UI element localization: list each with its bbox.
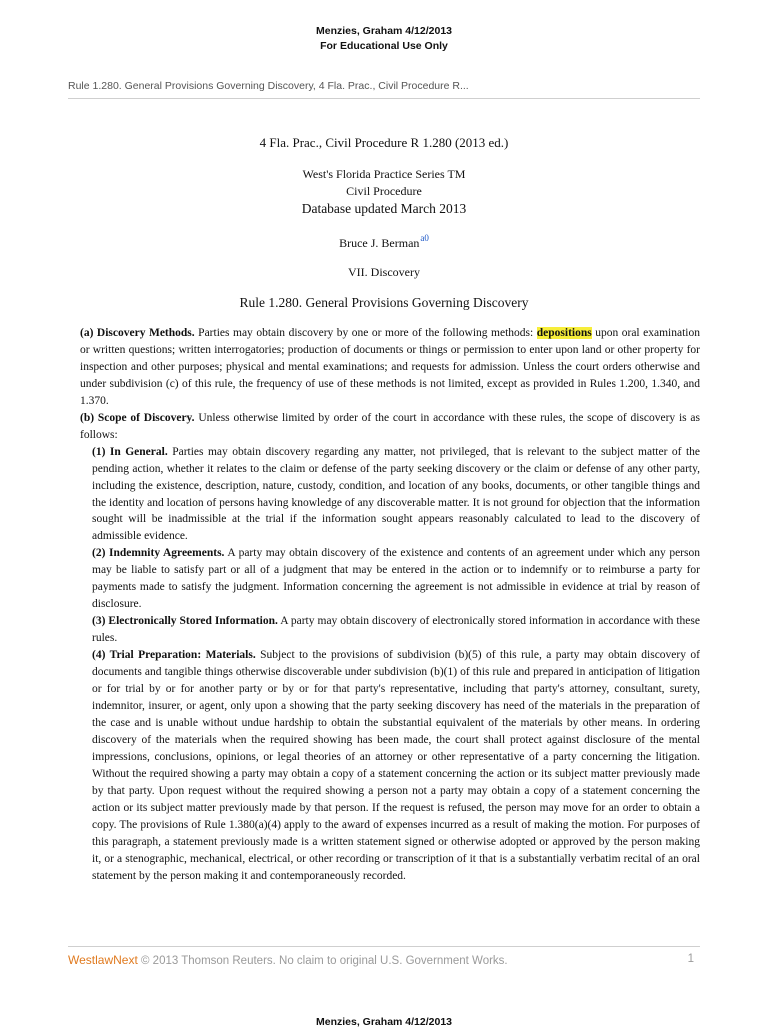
volume-name: Civil Procedure xyxy=(346,184,422,198)
copyright-notice: © 2013 Thomson Reuters. No claim to original U.S. Government Works. xyxy=(137,955,508,967)
document-header xyxy=(0,24,768,54)
section-b1 xyxy=(80,444,700,546)
database-updated: Database updated March 2013 xyxy=(301,201,467,216)
section-b xyxy=(80,410,700,444)
author-line xyxy=(0,233,768,251)
section-b3 xyxy=(80,613,700,647)
section-a-text: Parties may obtain discovery by one or more of the following methods: xyxy=(194,327,537,339)
rule-title: Rule 1.280. General Provisions Governing Discovery xyxy=(239,295,529,310)
running-head: Rule 1.280. General Provisions Governing Discovery, 4 Fla. Prac., Civil Procedure R... xyxy=(68,80,469,92)
section-b-heading: (b) Scope of Discovery. xyxy=(80,411,195,424)
section-b3-text: A party may obtain discovery of electronically stored information in accordance with these rules. xyxy=(92,615,700,645)
westlawnext-logo xyxy=(68,953,138,967)
next-page-header: Menzies, Graham 4/12/2013 xyxy=(316,1016,452,1028)
section-a-heading: (a) Discovery Methods. xyxy=(80,327,195,339)
logo-next: Next xyxy=(113,953,138,967)
footer-divider xyxy=(68,946,700,947)
page-number: 1 xyxy=(687,953,694,965)
header-user-date: Menzies, Graham 4/12/2013 xyxy=(316,25,452,37)
section-b2-heading: (2) Indemnity Agreements. xyxy=(92,547,225,560)
citation: 4 Fla. Prac., Civil Procedure R 1.280 (2013 ed.) xyxy=(259,135,509,150)
part-heading: VII. Discovery xyxy=(348,265,420,279)
header-divider xyxy=(68,98,700,99)
rule-body xyxy=(80,325,700,884)
logo-westlaw: Westlaw xyxy=(68,953,114,967)
section-b4-heading: (4) Trial Preparation: Materials. xyxy=(92,649,256,662)
search-term-highlight: depositions xyxy=(536,327,592,339)
section-a-text-cont: upon oral examination or written questions; written interrogatories; production of documents or things or permission to enter upon land or other property for inspection and other purposes; physical and mental examinations; and requests for admission. Unless the court orders otherwise and under subdivision (c) of this rule, the frequency of use of these methods is not limited, except as provided in Rules 1.200, 1.340, and 1.370. xyxy=(80,327,700,407)
section-b3-heading: (3) Electronically Stored Information. xyxy=(92,615,278,628)
series-block xyxy=(0,166,768,200)
section-b2-text: A party may obtain discovery of the existence and contents of an agreement under which any person may be liable to satisfy part or all of a judgment that may be entered in the action or to indemnify or to reimburse a party for payments made to satisfy the judgment. Information concerning the agreement is not admissible in evidence at trial by reason of disclosure. xyxy=(92,547,700,611)
header-educational-notice: For Educational Use Only xyxy=(320,40,448,52)
section-b4-text: Subject to the provisions of subdivision (b)(5) of this rule, a party may obtain discovery of documents and tangible things otherwise discoverable under subdivision (b)(1) of this rule and prepared in anticipation of litigation or for trial by or for another party or by or for that party's representative, including that party's attorney, consultant, surety, indemnitor, insurer, or agent, only upon a showing that the party seeking discovery has need of the materials in the preparation of the case and is unable without undue hardship to obtain the substantial equivalent of the materials by other means. In ordering discovery of the materials when the required showing has been made, the court shall protect against disclosure of the mental impressions, conclusions, opinions, or legal theories of an attorney or other representative of a party concerning the litigation. Without the required showing a party may obtain a copy of a statement concerning the action or its subject matter previously made by that party. Upon request without the required showing a person not a party may obtain a copy of a statement concerning the action or its subject matter previously made by that person. If the request is refused, the person may move for an order to obtain a copy. The provisions of Rule 1.380(a)(4) apply to the award of expenses incurred as a result of making the motion. For purposes of this paragraph, a statement previously made is a written statement signed or otherwise adopted or approved by the person making it, or a stenographic, mechanical, electrical, or other recording or transcription of it that is a substantially verbatim recital of an oral statement by the person making it and contemporaneously recorded. xyxy=(92,649,700,882)
author-footnote-link[interactable]: a0 xyxy=(420,233,429,243)
section-b4 xyxy=(80,647,700,884)
section-b-text: Unless otherwise limited by order of the court in accordance with these rules, the scope of discovery is as follows: xyxy=(80,411,701,441)
section-b1-text: Parties may obtain discovery regarding any matter, not privileged, that is relevant to the subject matter of the pending action, whether it relates to the claim or defense of the party seeking discovery or the claim or defense of any other party, including the existence, description, nature, custody, condition, and location of any books, documents, or other tangible things and the identity and location of persons having knowledge of any discoverable matter. It is not ground for objection that the information sought will be inadmissible at the trial if the information sought appears reasonably calculated to lead to the discovery of admissible evidence. xyxy=(92,445,701,543)
page-footer xyxy=(68,953,700,967)
section-b2 xyxy=(80,545,700,613)
series-name: West's Florida Practice Series TM xyxy=(302,167,466,181)
section-b1-heading: (1) In General. xyxy=(92,445,168,458)
author-name: Bruce J. Berman xyxy=(339,236,420,250)
section-a xyxy=(80,325,700,410)
